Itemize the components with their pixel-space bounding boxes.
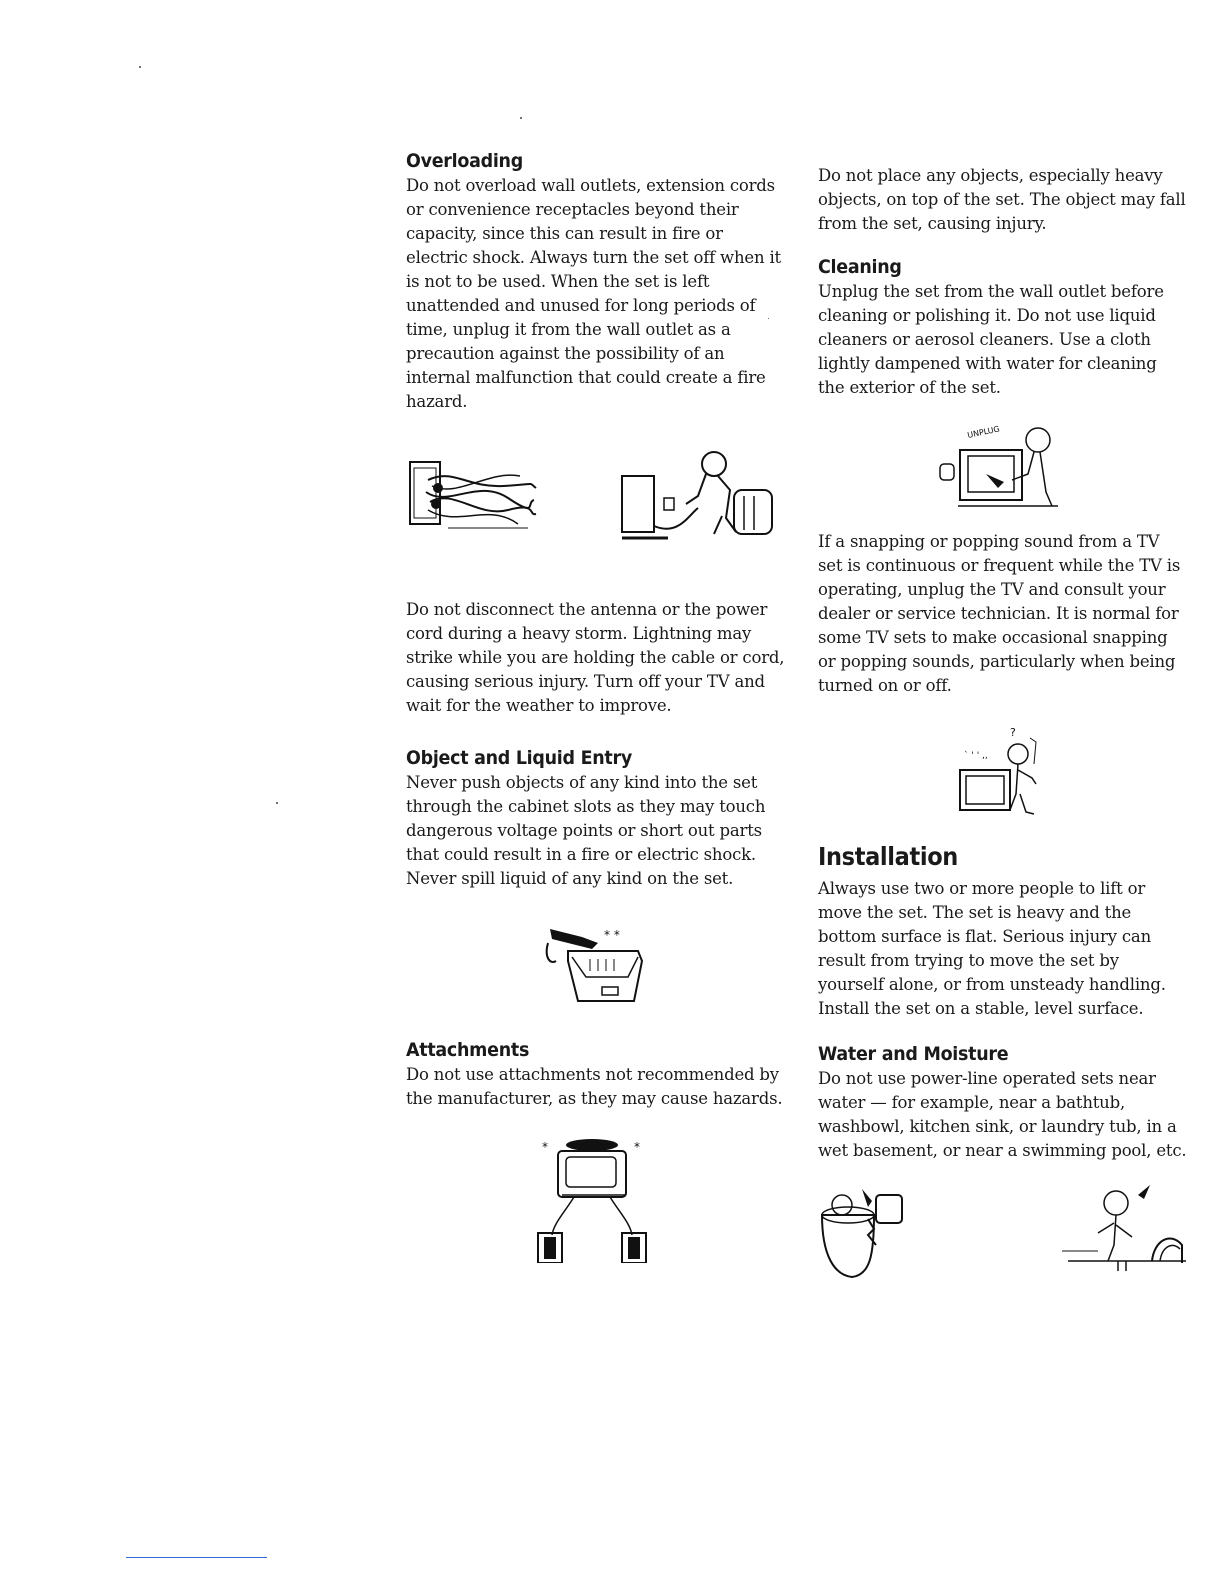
snapping-section xyxy=(818,530,1188,698)
cleaning-section xyxy=(818,256,1188,400)
svg-text:*: * xyxy=(542,1140,548,1154)
attachments-heading: Attachments xyxy=(406,1039,530,1061)
scan-speck xyxy=(276,802,278,804)
overloading-text: Do not overload wall outlets, extension cords or convenience receptacles beyond their capacity, since this can result in fire or electric shock. Always turn the set off when it is not to be used. When the set is left unattended and unused for long periods of time, unplug it from the wall outlet as a precaution against the possibility of an internal malfunction that could create a fire hazard. xyxy=(406,176,781,411)
unplugging-tv-illustration xyxy=(618,446,778,546)
snapping-text: If a snapping or popping sound from a TV set is continuous or frequent while the TV is operating, unplug the TV and consult your dealer or service technician. It is normal for some TV sets to make occasional snapping or popping sounds, particularly when being turned on or off. xyxy=(818,532,1181,695)
attachments-section xyxy=(406,1039,786,1111)
scan-speck xyxy=(139,66,141,68)
object-entry-heading: Object and Liquid Entry xyxy=(406,747,632,769)
cleaning-illustration xyxy=(938,422,1068,512)
snapping-tv-illustration xyxy=(954,724,1054,824)
right-column xyxy=(818,164,1188,1285)
svg-text:* *: * * xyxy=(604,928,620,942)
storm-text: Do not disconnect the antenna or the power cord during a heavy storm. Lightning may strike while you are holding the cable or cord, causing serious injury. Turn off your TV and wait for the weather to improve. xyxy=(406,600,785,715)
overloading-illustration xyxy=(406,458,786,598)
scan-speck xyxy=(520,117,522,119)
overloading-section xyxy=(406,150,786,414)
heavy-objects-text: Do not place any objects, especially heavy objects, on top of the set. The object may fall from the set, causing injury. xyxy=(818,166,1186,233)
overloading-heading: Overloading xyxy=(406,150,523,172)
heavy-objects-section xyxy=(818,164,1188,236)
water-heading: Water and Moisture xyxy=(818,1043,1009,1065)
water-illustrations xyxy=(818,1185,1188,1285)
cleaning-text: Unplug the set from the wall outlet before cleaning or polishing it. Do not use liquid cleaners or aerosol cleaners. Use a cloth lightly dampened with water for cleaning the exterior of the set. xyxy=(818,282,1164,397)
swimming-pool-illustration xyxy=(1058,1185,1188,1275)
installation-section xyxy=(818,842,1188,1021)
attachments-illustration xyxy=(534,1133,654,1263)
unplug-label: UNPLUG xyxy=(966,424,1001,440)
attachments-text: Do not use attachments not recommended by the manufacturer, as they may cause hazards. xyxy=(406,1065,783,1108)
cleaning-heading: Cleaning xyxy=(818,256,902,278)
washbowl-illustration xyxy=(818,1185,908,1281)
installation-heading: Installation xyxy=(818,842,958,871)
water-section xyxy=(818,1043,1188,1163)
installation-text: Always use two or more people to lift or move the set. The set is heavy and the bottom surface is flat. Serious injury can result from trying to move the set by yourself alone, or from unsteady handling. Install the set on a stable, level surface. xyxy=(818,879,1166,1018)
svg-text:?: ? xyxy=(1010,726,1016,739)
overloaded-outlet-illustration xyxy=(408,458,538,538)
object-entry-section xyxy=(406,747,786,891)
object-entry-text: Never push objects of any kind into the set through the cabinet slots as they may touch dangerous voltage points or short out parts that could result in a fire or electric shock. Never spill liquid of any kind on the set. xyxy=(406,773,766,888)
svg-text:*: * xyxy=(634,1140,640,1154)
storm-section xyxy=(406,598,786,718)
footer-rule xyxy=(126,1557,267,1558)
liquid-spill-illustration xyxy=(542,921,652,1017)
svg-text:` ' ' ,,: ` ' ' ,, xyxy=(964,751,988,761)
water-text: Do not use power-line operated sets near water — for example, near a bathtub, washbowl, kitchen sink, or laundry tub, in a wet basement, or near a swimming pool, etc. xyxy=(818,1069,1187,1160)
left-column xyxy=(406,150,786,1263)
